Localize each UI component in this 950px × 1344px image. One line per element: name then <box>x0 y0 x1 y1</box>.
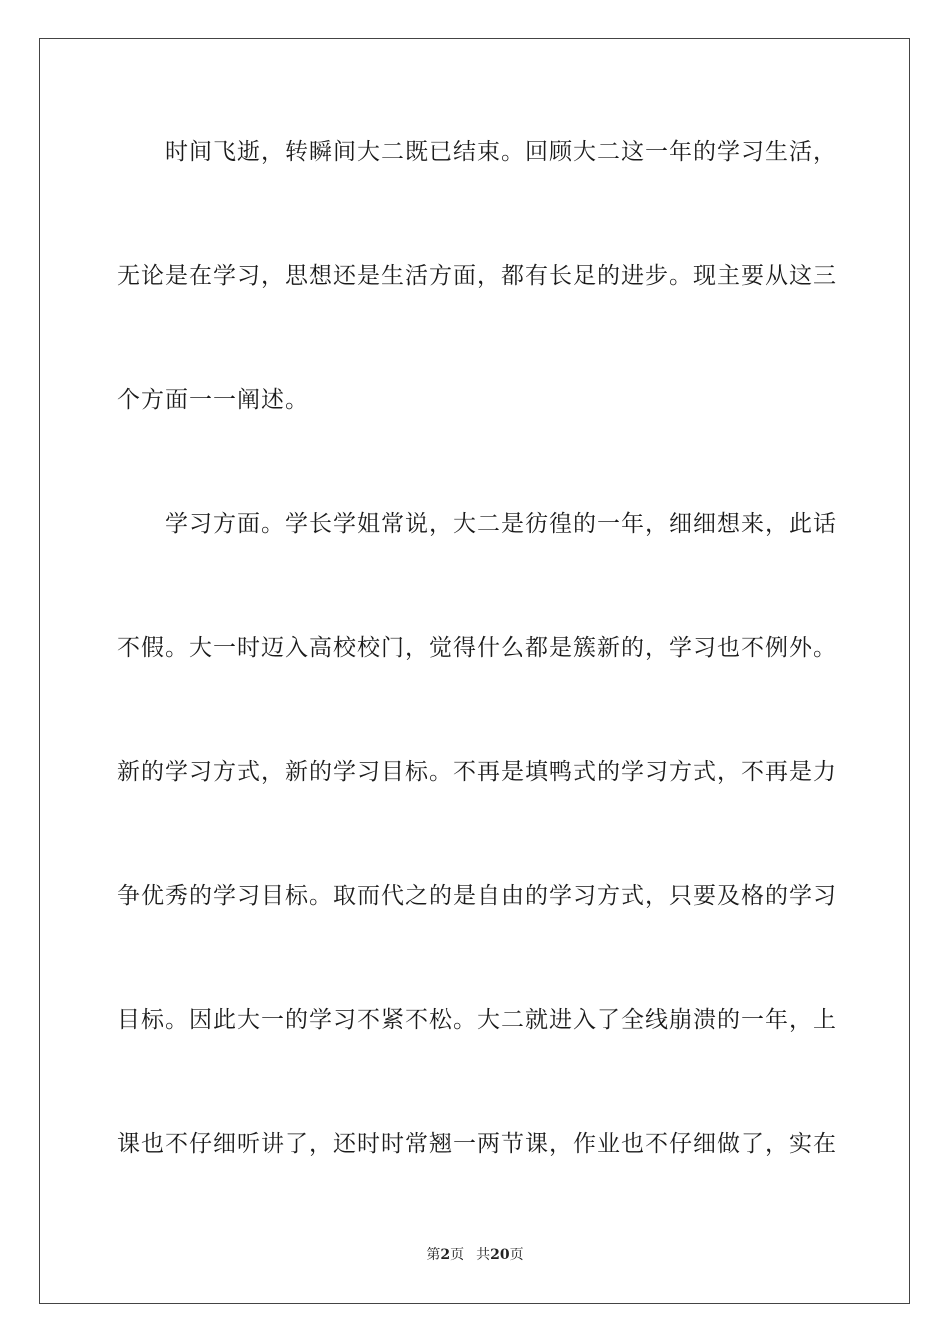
page-frame <box>39 38 910 1304</box>
paragraph-1-line-3: 个方面一一阐述。 <box>117 387 309 413</box>
page-suffix: 页 <box>450 1247 465 1263</box>
paragraph-2-line-2: 不假。大一时迈入高校校门，觉得什么都是簇新的，学习也不例外。 <box>117 635 837 661</box>
paragraph-1-line-2: 无论是在学习，思想还是生活方面，都有长足的进步。现主要从这三 <box>117 263 837 289</box>
page-prefix: 第 <box>426 1247 441 1263</box>
page-number: 2 <box>440 1247 451 1263</box>
total-suffix: 页 <box>509 1247 524 1263</box>
paragraph-2-line-3: 新的学习方式，新的学习目标。不再是填鸭式的学习方式，不再是力 <box>117 759 837 785</box>
paragraph-2-line-4: 争优秀的学习目标。取而代之的是自由的学习方式，只要及格的学习 <box>117 883 837 909</box>
page-footer <box>0 1246 950 1264</box>
paragraph-2-line-6: 课也不仔细听讲了，还时时常翘一两节课，作业也不仔细做了，实在 <box>117 1131 837 1157</box>
paragraph-2-line-5: 目标。因此大一的学习不紧不松。大二就进入了全线崩溃的一年，上 <box>117 1007 837 1033</box>
total-pages: 20 <box>490 1247 510 1263</box>
paragraph-1-line-1: 时间飞逝，转瞬间大二既已结束。回顾大二这一年的学习生活， <box>165 139 837 165</box>
paragraph-2-line-1: 学习方面。学长学姐常说，大二是彷徨的一年，细细想来，此话 <box>165 511 837 537</box>
total-prefix: 共 <box>476 1247 491 1263</box>
